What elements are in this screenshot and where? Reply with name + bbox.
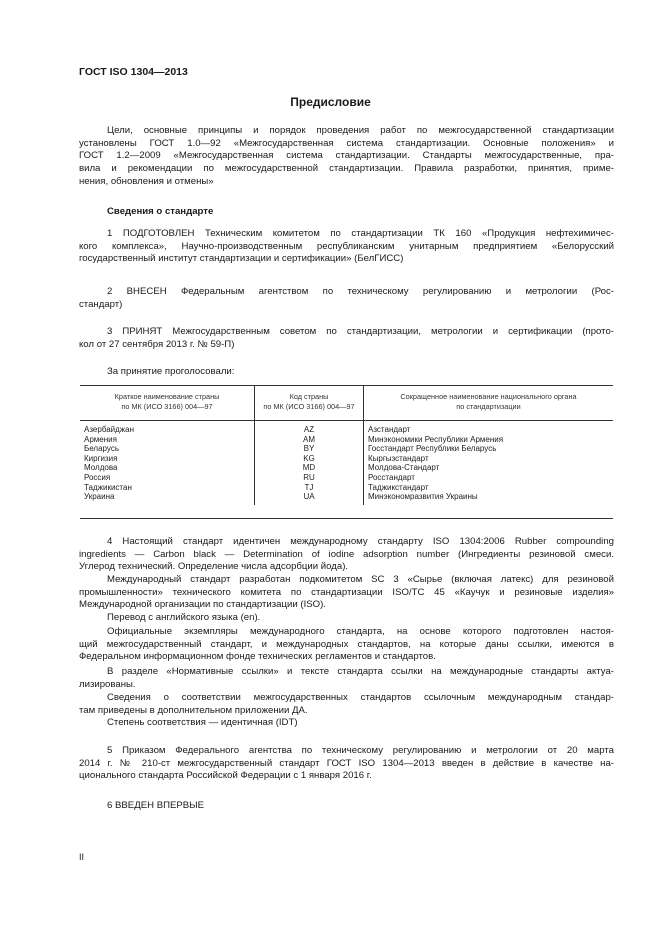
text-line: Международной организации по стандартизации (ISO). bbox=[79, 599, 326, 611]
standards-body-cell: Азстандарт bbox=[368, 425, 411, 434]
standards-body-cell: Госстандарт Республики Беларусь bbox=[368, 444, 497, 454]
standards-body-cell: Росстандарт bbox=[368, 472, 415, 482]
standards-body-cell: Кыргызстандарт bbox=[368, 453, 429, 463]
text-line: нения, обновления и отмены» bbox=[79, 175, 214, 187]
text-line: 3 ПРИНЯТ Межгосударственным советом по стандартизации, метрологии и сертификации (прото- bbox=[107, 326, 614, 337]
code-cell: MD bbox=[255, 463, 364, 473]
text-line: лизированы. bbox=[79, 678, 136, 690]
text-line: установлены ГОСТ 1.0—92 «Межгосударственная система стандартизации. Основные положения» и bbox=[79, 137, 614, 149]
code-cell: KG bbox=[255, 454, 364, 464]
standards-body-cell: Минэкономразвития Украины bbox=[368, 492, 478, 502]
text-line: ционального стандарта Российской Федерации с 1 января 2016 г. bbox=[79, 770, 372, 782]
code-cell: UA bbox=[255, 492, 364, 505]
table-header-code: Код страны по МК (ИСО 3166) 004—97 bbox=[255, 385, 364, 421]
vote-table bbox=[80, 385, 613, 505]
text-line: Цели, основные принципы и порядок проведения работ по межгосударственной стандартизации bbox=[107, 125, 614, 136]
text-line: Официальные экземпляры международного стандарта, на основе которого подготовлен настоя- bbox=[107, 626, 614, 637]
intro-paragraph bbox=[79, 125, 614, 189]
item-4-source-paragraph bbox=[79, 574, 614, 612]
table-header-body: Сокращенное наименование национального органа по стандартизации bbox=[364, 385, 614, 421]
table-row bbox=[80, 492, 613, 505]
country-cell: Россия bbox=[80, 473, 255, 483]
code-cell: AZ bbox=[255, 421, 364, 435]
item-2-paragraph bbox=[79, 286, 614, 311]
item-5-paragraph bbox=[79, 745, 614, 783]
text-line: государственный институт стандартизации и сертификации» (БелГИСС) bbox=[79, 253, 404, 265]
text-line: 2014 г. № 210-ст межгосударственный стандарт ГОСТ ISO 1304—2013 введен в действие в качестве на- bbox=[79, 757, 614, 769]
country-cell: Украина bbox=[80, 492, 255, 505]
page-title: Предисловие bbox=[290, 95, 371, 109]
table-row bbox=[80, 421, 613, 435]
country-cell: Таджикистан bbox=[80, 483, 255, 493]
text-line: вила и рекомендации по межгосударственной стандартизации. Правила разработки, принятия, приме- bbox=[79, 163, 614, 175]
section-heading: Сведения о стандарте bbox=[107, 206, 214, 217]
table-row bbox=[80, 444, 613, 454]
item-4-conformity-degree: Степень соответствия — идентичная (IDT) bbox=[107, 717, 298, 728]
item-6-paragraph: 6 ВВЕДЕН ВПЕРВЫЕ bbox=[107, 800, 205, 811]
country-cell: Азербайджан bbox=[80, 421, 255, 435]
vote-intro: За принятие проголосовали: bbox=[107, 366, 235, 377]
text-line: 1 ПОДГОТОВЛЕН Техническим комитетом по стандартизации ТК 160 «Продукция нефтехимичес- bbox=[107, 228, 614, 239]
item-3-paragraph bbox=[79, 326, 614, 351]
text-line: 5 Приказом Федерального агентства по техническому регулированию и метрологии от 20 марта bbox=[107, 745, 614, 756]
text-line: 4 Настоящий стандарт идентичен международному стандарту ISO 1304:2006 Rubber compounding bbox=[107, 536, 614, 547]
page-number: II bbox=[79, 852, 85, 862]
document-code-header: ГОСТ ISO 1304—2013 bbox=[79, 66, 188, 78]
table-row bbox=[80, 483, 613, 493]
text-line: Федеральном информационном фонде технических регламентов и стандартов. bbox=[79, 651, 436, 663]
text-line: В разделе «Нормативные ссылки» и тексте стандарта ссылки на международные стандарты актуа- bbox=[107, 666, 614, 677]
table-row bbox=[80, 463, 613, 473]
text-line: Международный стандарт разработан подкомитетом SC 3 «Сырье (включая латекс) для резиновой bbox=[107, 574, 614, 585]
text-line: Углерод технический. Определение числа адсорбции йода). bbox=[79, 561, 349, 573]
country-cell: Беларусь bbox=[80, 444, 255, 454]
text-line: 2 ВНЕСЕН Федеральным агентством по техническому регулированию и метрологии (Рос- bbox=[107, 286, 614, 297]
standards-body-cell: Таджикстандарт bbox=[368, 482, 429, 492]
text-line: щий межгосударственный стандарт, и международных стандартов, на которые даны ссылки, имеются в bbox=[79, 638, 614, 650]
table-header-country: Краткое наименование страны по МК (ИСО 3166) 004—97 bbox=[80, 385, 255, 421]
item-4-references-paragraph bbox=[79, 666, 614, 691]
item-1-paragraph bbox=[79, 228, 614, 266]
table-row bbox=[80, 454, 613, 464]
text-line: ingredients — Carbon black — Determination of iodine adsorption number (Ингредиенты резиновой смеси. bbox=[79, 548, 614, 560]
item-4-correspondence-paragraph bbox=[79, 692, 614, 717]
text-line: кол от 27 сентября 2013 г. № 59-П) bbox=[79, 338, 235, 350]
code-cell: AM bbox=[255, 435, 364, 445]
table-row bbox=[80, 435, 613, 445]
text-line: кого комплекса», Научно-производственным республиканским унитарным предприятием «Белорусский bbox=[79, 240, 614, 252]
country-cell: Молдова bbox=[80, 463, 255, 473]
text-line: промышленности» технического комитета по стандартизации ISO/TC 45 «Каучук и резиновые изделия» bbox=[79, 586, 614, 598]
text-line: там приведены в дополнительном приложении ДА. bbox=[79, 704, 308, 716]
standards-body-cell: Молдова-Стандарт bbox=[368, 463, 440, 473]
code-cell: RU bbox=[255, 473, 364, 483]
standards-body-cell: Минэкономики Республики Армения bbox=[368, 434, 504, 444]
country-cell: Армения bbox=[80, 435, 255, 445]
item-4-paragraph bbox=[79, 536, 614, 574]
table-row bbox=[80, 473, 613, 483]
country-cell: Киргизия bbox=[80, 454, 255, 464]
text-line: стандарт) bbox=[79, 298, 123, 310]
item-4-official-copies-paragraph bbox=[79, 626, 614, 664]
text-line: Сведения о соответствии межгосударственных стандартов ссылочным международным стандар- bbox=[107, 692, 614, 703]
code-cell: BY bbox=[255, 444, 364, 454]
item-4-translation-note: Перевод с английского языка (en). bbox=[107, 612, 261, 623]
text-line: ГОСТ 1.2—2009 «Межгосударственная система стандартизации. Стандарты межгосударственные, пра- bbox=[79, 150, 614, 162]
code-cell: TJ bbox=[255, 483, 364, 493]
